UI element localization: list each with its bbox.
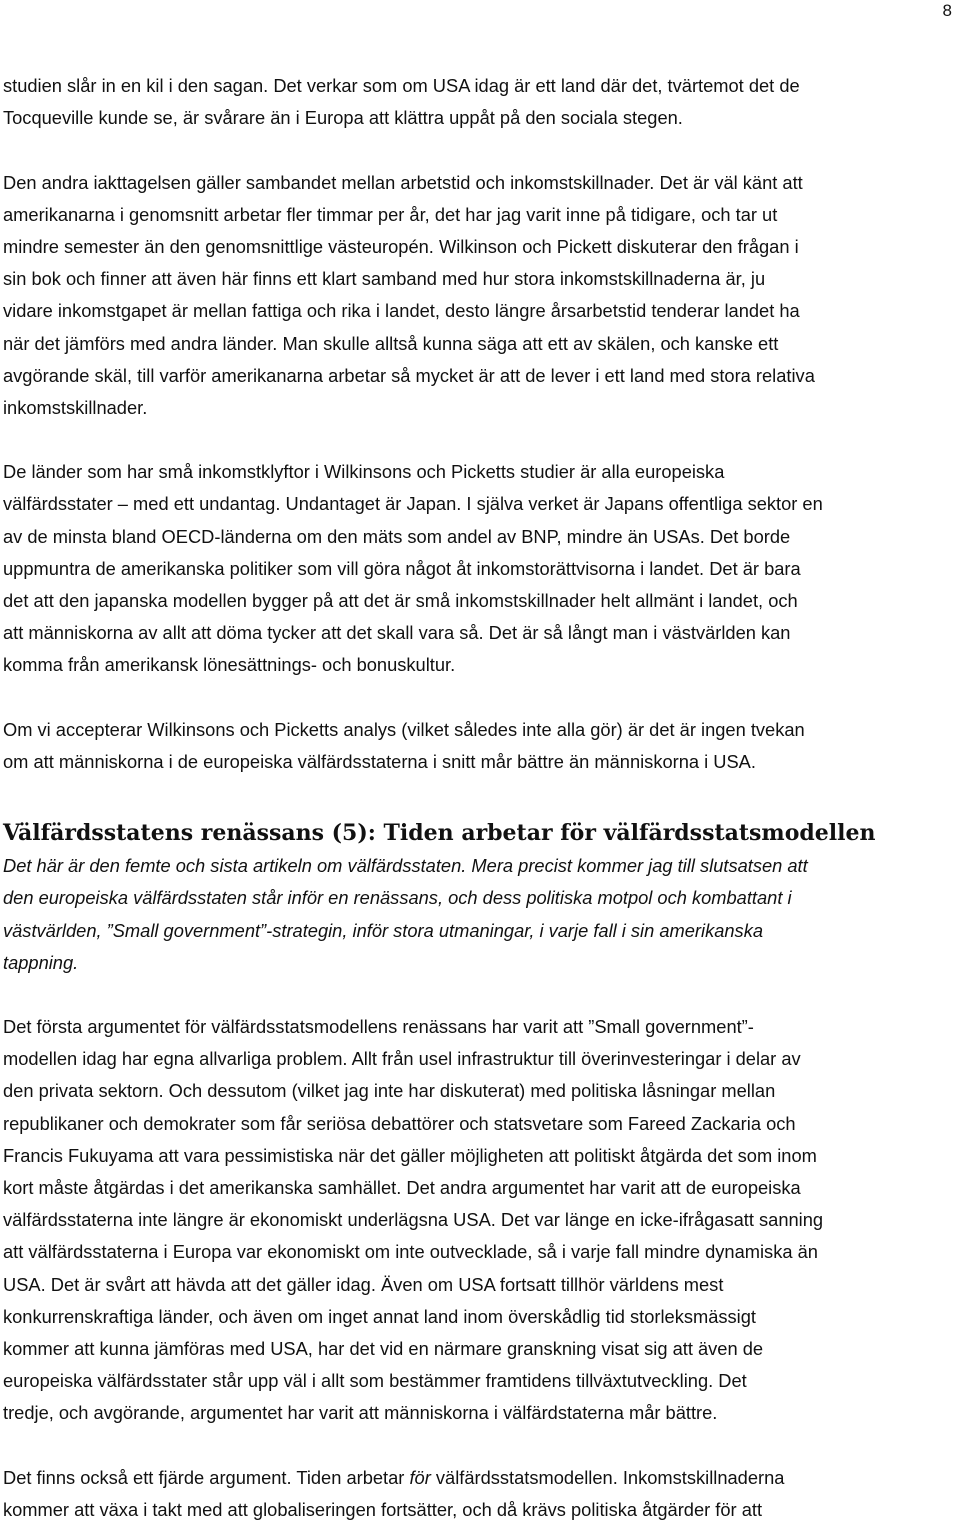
text-line: Det första argumentet för välfärdsstatsmodellens renässans har varit att ”Small government”- xyxy=(3,1016,754,1038)
paragraph-4 xyxy=(3,714,959,778)
text-line: Om vi accepterar Wilkinsons och Picketts analys (vilket således inte alla gör) är det är ingen tvekan xyxy=(3,718,805,740)
text-line: studien slår in en kil i den sagan. Det verkar som om USA idag är ett land där det, tvärtemot det de xyxy=(3,75,800,96)
section-intro xyxy=(3,850,959,979)
text-line: välfärdsstaterna inte längre är ekonomiskt underlägsna USA. Det var länge en icke-ifrågasatt sanning xyxy=(3,1209,824,1231)
text-line: det att den japanska modellen bygger på att det är små inkomstskillnader helt allmänt i landet, och xyxy=(3,590,798,611)
text-line: Det här är den femte och sista artikeln om välfärdsstaten. Mera precist kommer jag till slutsatsen att xyxy=(3,855,808,877)
text-line: mindre semester än den genomsnittlige västeuropén. Wilkinson och Pickett diskuterar den frågan i xyxy=(3,235,799,257)
text-line: den privata sektorn. Och dessutom (vilket jag inte har diskuterat) med politiska låsningar mellan xyxy=(3,1080,776,1102)
paragraph-5 xyxy=(3,1011,959,1429)
paragraph-6 xyxy=(3,1462,959,1526)
text-line: sin bok och finner att även här finns ett klart samband med hur stora inkomstskillnaderna är, ju xyxy=(3,268,766,290)
text-run: Det finns också ett fjärde argument. Tiden arbetar xyxy=(3,1466,410,1488)
text-line: konkurrenskraftiga länder, och även om inget annat land inom överskådlig tid storleksmässigt xyxy=(3,1305,756,1327)
text-line: inkomstskillnader. xyxy=(3,396,148,418)
text-line: om att människorna i de europeiska välfärdsstaterna i snitt mår bättre än människorna i USA. xyxy=(3,750,756,772)
text-line: USA. Det är svårt att hävda att det gäller idag. Även om USA fortsatt tillhör världens mest xyxy=(3,1273,724,1295)
text-line: Den andra iakttagelsen gäller sambandet mellan arbetstid och inkomstskillnader. Det är väl känt att xyxy=(3,171,803,193)
text-line: västvärlden, ”Small government”-strategin, inför stora utmaningar, i varje fall i sin amerikanska xyxy=(3,919,764,941)
paragraph-2 xyxy=(3,167,959,425)
page-number: 8 xyxy=(942,1,952,20)
text-line: modellen idag har egna allvarliga problem. Allt från usel infrastruktur till överinvesteringar i delar av xyxy=(3,1048,801,1070)
text-line: när det jämförs med andra länder. Man skulle alltså kunna säga att ett av skälen, och kanske ett xyxy=(3,332,779,354)
text-line: välfärdsstater – med ett undantag. Undantaget är Japan. I själva verket är Japans offentliga sektor en xyxy=(3,493,823,515)
text-line: komma från amerikansk lönesättnings- och bonuskultur. xyxy=(3,654,456,676)
text-line: vidare inkomstgapet är mellan fattiga och rika i landet, desto längre årsarbetstid tenderar landet ha xyxy=(3,300,800,322)
text-line xyxy=(3,1462,959,1494)
text-run: välfärdsstatsmodellen. Inkomstskillnaderna xyxy=(430,1466,785,1488)
text-line: den europeiska välfärdsstaten står inför en renässans, och dess politiska motpol och kombattant i xyxy=(3,887,792,909)
emphasis-text: för xyxy=(409,1466,431,1488)
text-line: uppmuntra de amerikanska politiker som vill göra något åt inkomstorättvisorna i landet. Det är bara xyxy=(3,557,801,579)
text-line: tredje, och avgörande, argumentet har varit att människorna i välfärdstaterna mår bättre. xyxy=(3,1402,718,1424)
text-line: europeiska välfärdsstater står upp väl i allt som bestämmer framtidens tillväxtutveckling. Det xyxy=(3,1370,747,1392)
text-line: republikaner och demokrater som får seriösa debattörer och statsvetare som Fareed Zackaria och xyxy=(3,1112,796,1134)
text-line: kort måste åtgärdas i det amerikanska samhället. Det andra argumentet har varit att de europeiska xyxy=(3,1177,801,1198)
text-line: Tocqueville kunde se, är svårare än i Europa att klättra uppåt på den sociala stegen. xyxy=(3,107,683,129)
text-line: kommer att växa i takt med att globaliseringen fortsätter, och då krävs politiska åtgärder för att xyxy=(3,1498,763,1520)
document-body xyxy=(3,70,959,1526)
text-line: att människorna av allt att döma tycker att det skall vara så. Det är så långt man i västvärlden kan xyxy=(3,622,791,644)
text-line: Francis Fukuyama att vara pessimistiska när det gäller möjligheten att politiskt åtgärda det som inom xyxy=(3,1144,817,1166)
text-line: avgörande skäl, till varför amerikanarna arbetar så mycket är att de lever i ett land med stora relativa xyxy=(3,364,815,386)
paragraph-1 xyxy=(3,70,959,134)
text-line: De länder som har små inkomstklyftor i Wilkinsons och Picketts studier är alla europeiska xyxy=(3,461,725,483)
text-line: kommer att kunna jämföras med USA, har det vid en närmare granskning visat sig att även de xyxy=(3,1337,764,1359)
text-line: amerikanarna i genomsnitt arbetar fler timmar per år, det har jag varit inne på tidigare, och tar ut xyxy=(3,203,778,225)
text-line: att välfärdsstaterna i Europa var ekonomiskt om inte outvecklade, så i varje fall mindre dynamiska än xyxy=(3,1241,818,1263)
section-heading: Välfärdsstatens renässans (5): Tiden arbetar för välfärdsstatsmodellen xyxy=(3,820,876,847)
text-line: tappning. xyxy=(3,951,79,973)
text-line: av de minsta bland OECD-länderna om den mäts som andel av BNP, mindre än USAs. Det borde xyxy=(3,525,791,547)
paragraph-3 xyxy=(3,456,959,681)
